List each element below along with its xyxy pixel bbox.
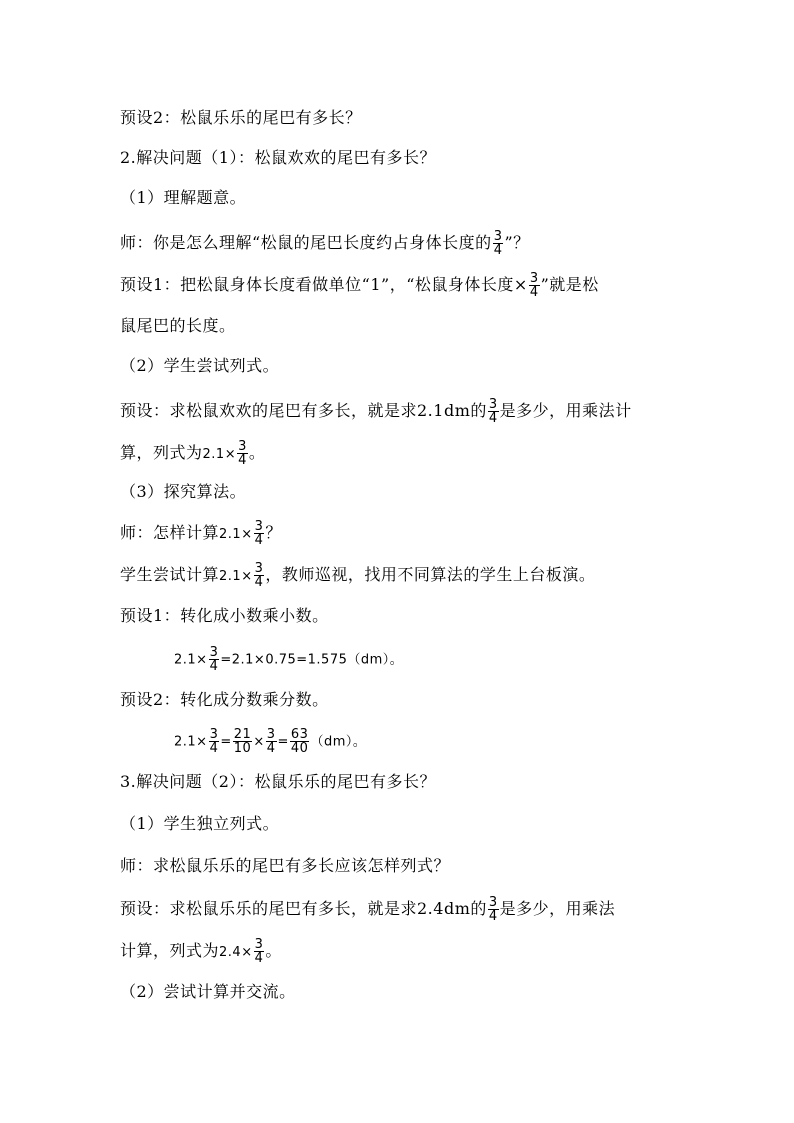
fraction-numerator: 3 <box>488 895 498 910</box>
fraction <box>209 728 220 755</box>
text-line <box>120 272 599 299</box>
line-text: 。 <box>248 443 266 462</box>
line-text: 2.解决问题（1）：松鼠欢欢的尾巴有多长？ <box>120 148 436 167</box>
text-line <box>120 356 279 376</box>
fraction-denominator: 4 <box>238 453 247 468</box>
line-text: （2）学生尝试列式。 <box>120 356 280 375</box>
text-line <box>120 856 450 876</box>
text-line <box>120 108 362 128</box>
math-expression: 2.1× <box>202 447 237 462</box>
text-line <box>120 316 236 336</box>
fraction-numerator: 21 <box>233 727 252 742</box>
line-text: 预设2：松鼠乐乐的尾巴有多长？ <box>120 108 362 127</box>
line-text: （3）探究算法。 <box>120 482 247 501</box>
fraction <box>254 562 265 589</box>
fraction <box>488 896 499 923</box>
fraction-denominator: 4 <box>209 741 219 756</box>
fraction <box>266 728 277 755</box>
math-expression: × <box>253 734 265 750</box>
fraction-numerator: 3 <box>238 439 247 454</box>
math-equation <box>174 646 403 673</box>
fraction-denominator: 4 <box>488 411 498 426</box>
fraction-numerator: 3 <box>209 727 219 742</box>
line-text: ”？ <box>504 233 530 252</box>
line-text: ，教师巡视，找用不同算法的学生上台板演。 <box>265 565 596 584</box>
text-line <box>120 562 595 589</box>
fraction <box>237 440 248 467</box>
math-expression: 2.4× <box>219 945 253 960</box>
line-text: （1）理解题意。 <box>120 188 247 207</box>
text-line <box>120 230 530 257</box>
fraction <box>493 230 504 257</box>
fraction-denominator: 40 <box>290 741 309 756</box>
fraction-numerator: 3 <box>254 937 264 952</box>
math-expression: 2.1× <box>219 569 253 584</box>
fraction-numerator: 3 <box>209 645 219 660</box>
fraction-numerator: 3 <box>493 229 503 244</box>
line-text: 师：怎样计算 <box>120 523 220 542</box>
fraction-numerator: 3 <box>529 271 539 286</box>
line-text: 预设1：把松鼠身体长度看做单位“1”，“松鼠身体长度× <box>120 275 528 294</box>
line-text: 预设：求松鼠欢欢的尾巴有多长，就是求2.1dm的 <box>120 401 487 420</box>
fraction <box>290 728 310 755</box>
text-line <box>120 398 632 425</box>
math-expression: = <box>277 734 289 750</box>
text-line <box>120 520 282 547</box>
fraction-denominator: 4 <box>529 285 539 300</box>
fraction-numerator: 3 <box>254 519 264 534</box>
text-line <box>120 814 279 834</box>
line-text: （2）尝试计算并交流。 <box>120 982 296 1001</box>
text-line <box>120 690 329 710</box>
text-line <box>120 938 282 965</box>
fraction-denominator: 4 <box>254 575 264 590</box>
fraction-numerator: 63 <box>290 727 309 742</box>
line-text: 师：求松鼠乐乐的尾巴有多长应该怎样列式？ <box>120 856 451 875</box>
line-text: 学生尝试计算 <box>120 565 220 584</box>
fraction <box>529 272 540 299</box>
fraction-denominator: 4 <box>488 909 498 924</box>
math-expression: （dm）。 <box>310 734 367 750</box>
fraction-denominator: 4 <box>493 243 503 258</box>
fraction-denominator: 4 <box>266 741 276 756</box>
math-expression: 2.1× <box>174 652 208 668</box>
line-text: 师：你是怎么理解“松鼠的尾巴长度约占身体长度的 <box>120 233 492 252</box>
line-text: 鼠尾巴的长度。 <box>120 316 236 335</box>
fraction <box>254 520 265 547</box>
section-heading <box>120 148 436 168</box>
math-equation <box>174 728 366 755</box>
section-heading <box>120 772 436 792</box>
math-expression: 2.1× <box>219 527 253 542</box>
fraction-denominator: 4 <box>254 951 264 966</box>
line-text: 计算，列式为 <box>120 941 220 960</box>
fraction-numerator: 3 <box>266 727 276 742</box>
fraction-numerator: 3 <box>488 397 498 412</box>
line-text: 是多少，用乘法计 <box>499 401 632 420</box>
line-text: 预设2：转化成分数乘分数。 <box>120 690 329 709</box>
fraction <box>233 728 253 755</box>
fraction-numerator: 3 <box>254 561 264 576</box>
line-text: 预设1：转化成小数乘小数。 <box>120 606 329 625</box>
text-line <box>120 606 329 626</box>
line-text: ？ <box>265 523 282 542</box>
math-expression: = <box>220 734 232 750</box>
fraction <box>209 646 220 673</box>
line-text: 3.解决问题（2）：松鼠乐乐的尾巴有多长？ <box>120 772 436 791</box>
fraction <box>254 938 265 965</box>
fraction <box>488 398 499 425</box>
fraction-denominator: 10 <box>233 741 252 756</box>
text-line <box>120 896 615 923</box>
math-expression: =2.1×0.75=1.575（dm）。 <box>220 652 404 668</box>
fraction-denominator: 4 <box>254 533 264 548</box>
line-text: 是多少，用乘法 <box>499 899 616 918</box>
line-text: 。 <box>265 941 282 960</box>
text-line <box>120 188 246 208</box>
line-text: 预设：求松鼠乐乐的尾巴有多长，就是求2.4dm的 <box>120 899 487 918</box>
text-line <box>120 440 265 467</box>
line-text: 算，列式为 <box>120 443 203 462</box>
text-line <box>120 982 296 1002</box>
math-expression: 2.1× <box>174 734 208 750</box>
text-line <box>120 482 246 502</box>
line-text: （1）学生独立列式。 <box>120 814 280 833</box>
line-text: ”就是松 <box>540 275 599 294</box>
fraction-denominator: 4 <box>209 659 219 674</box>
